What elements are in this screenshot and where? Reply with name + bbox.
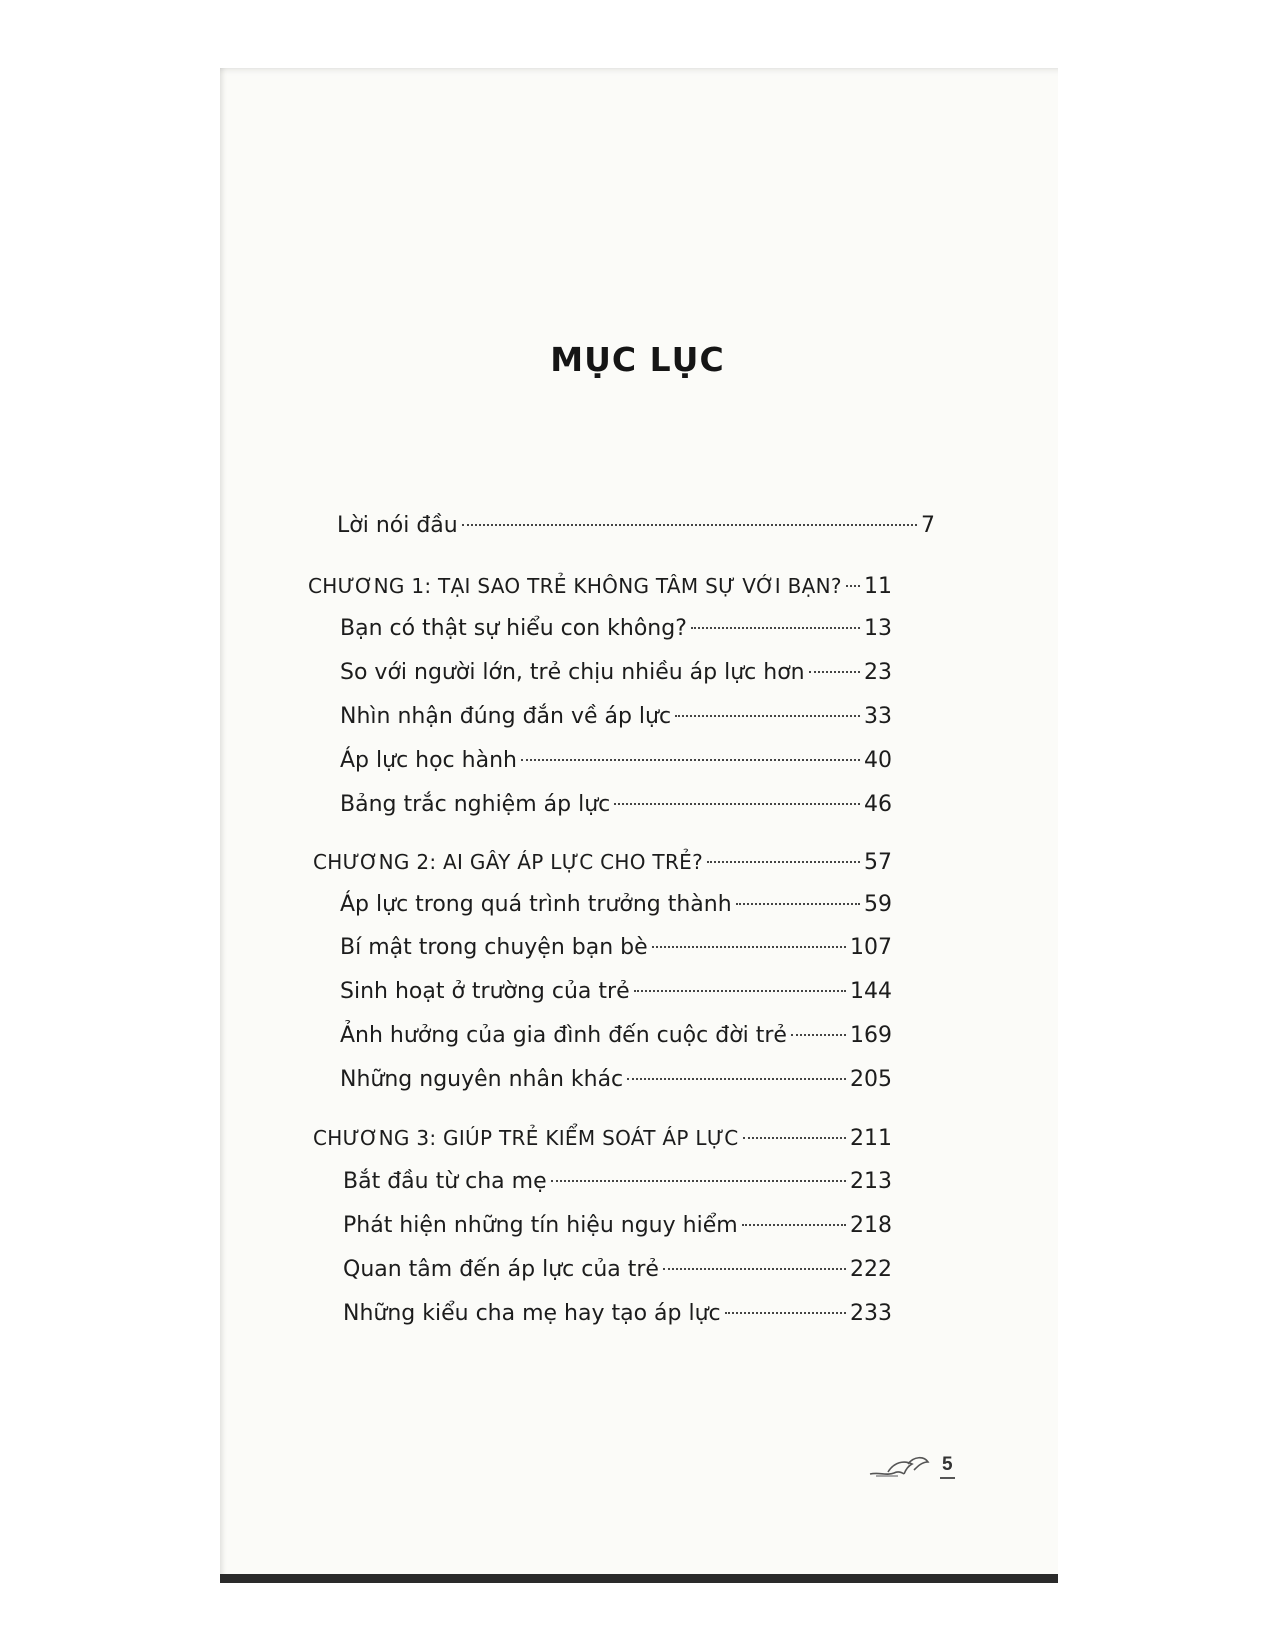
toc-entry-label: Áp lực học hành <box>340 748 517 773</box>
toc-leader-dots <box>551 1180 846 1182</box>
toc-entry <box>340 1018 892 1054</box>
toc-entry-label: Nhìn nhận đúng đắn về áp lực <box>340 704 672 729</box>
toc-entry-page: 7 <box>921 513 935 538</box>
toc-entry <box>343 1164 892 1200</box>
toc-leader-dots <box>614 803 860 805</box>
toc-entry <box>340 655 892 691</box>
toc-entry-page: 13 <box>864 616 892 641</box>
toc-leader-dots <box>627 1078 846 1080</box>
toc-leader-dots <box>725 1312 846 1314</box>
toc-entry-label: Những nguyên nhân khác <box>340 1067 624 1092</box>
toc-chapter-page: 211 <box>850 1126 892 1151</box>
toc-entry <box>343 1296 892 1332</box>
toc-entry <box>340 743 892 779</box>
toc-entry <box>340 699 892 735</box>
toc-entry-label: Lời nói đầu <box>337 513 458 538</box>
toc-leader-dots <box>809 671 860 673</box>
toc-entry-page: 33 <box>864 704 892 729</box>
toc-leader-dots <box>743 1137 846 1139</box>
page-number: 5 <box>940 1454 955 1479</box>
toc-entry <box>340 787 892 823</box>
toc-entry-label: Áp lực trong quá trình trưởng thành <box>340 892 732 917</box>
toc-entry-page: 205 <box>850 1067 892 1092</box>
toc-entry-page: 107 <box>850 935 892 960</box>
toc-entry-page: 144 <box>850 979 892 1004</box>
toc-entry-label: Bạn có thật sự hiểu con không? <box>340 616 687 641</box>
toc-leader-dots <box>652 946 846 948</box>
toc-entry-label: Sinh hoạt ở trường của trẻ <box>340 979 630 1004</box>
toc-chapter-page: 57 <box>864 850 892 875</box>
toc-chapter-label: CHƯƠNG 1: TẠI SAO TRẺ KHÔNG TÂM SỰ VỚI BẠN? <box>308 574 842 598</box>
toc-entry <box>340 974 892 1010</box>
toc-entry-label: Bắt đầu từ cha mẹ <box>343 1169 547 1194</box>
toc-entry-label: Phát hiện những tín hiệu nguy hiểm <box>343 1213 738 1238</box>
toc-entry <box>340 930 892 966</box>
toc-entry-page: 233 <box>850 1301 892 1326</box>
toc-entry-page: 218 <box>850 1213 892 1238</box>
toc-chapter-label: CHƯƠNG 3: GIÚP TRẺ KIỂM SOÁT ÁP LỰC <box>313 1126 739 1150</box>
toc-leader-dots <box>736 903 860 905</box>
page-scan <box>220 68 1058 1583</box>
toc-entry-label: Quan tâm đến áp lực của trẻ <box>343 1257 659 1282</box>
toc-leader-dots <box>675 715 860 717</box>
toc-leader-dots <box>691 627 860 629</box>
toc-entry-page: 59 <box>864 892 892 917</box>
toc-entry-label: So với người lớn, trẻ chịu nhiều áp lực hơn <box>340 660 805 685</box>
toc-leader-dots <box>634 990 846 992</box>
toc-entry-page: 23 <box>864 660 892 685</box>
toc-leader-dots <box>521 759 860 761</box>
toc-chapter-page: 11 <box>864 574 892 599</box>
toc-leader-dots <box>846 585 860 587</box>
toc-entry-page: 222 <box>850 1257 892 1282</box>
toc-entry <box>337 508 935 544</box>
toc-chapter <box>313 844 892 880</box>
toc-entry <box>340 611 892 647</box>
toc-leader-dots <box>742 1224 846 1226</box>
toc-entry <box>340 887 892 923</box>
toc-entry-label: Bí mật trong chuyện bạn bè <box>340 935 648 960</box>
toc-chapter <box>313 1120 892 1156</box>
toc-entry-page: 169 <box>850 1023 892 1048</box>
toc-leader-dots <box>707 861 860 863</box>
page-footer <box>868 1452 955 1480</box>
toc-entry <box>343 1208 892 1244</box>
toc-entry-page: 46 <box>864 792 892 817</box>
bird-ornament-icon <box>868 1452 934 1480</box>
toc-chapter-label: CHƯƠNG 2: AI GÂY ÁP LỰC CHO TRẺ? <box>313 850 703 874</box>
toc-chapter <box>308 568 892 604</box>
toc-entry <box>340 1062 892 1098</box>
toc-entry <box>343 1252 892 1288</box>
toc-entry-label: Bảng trắc nghiệm áp lực <box>340 792 611 817</box>
toc-entry-page: 213 <box>850 1169 892 1194</box>
toc-entry-label: Những kiểu cha mẹ hay tạo áp lực <box>343 1301 721 1326</box>
toc-leader-dots <box>791 1034 846 1036</box>
page-title: MỤC LỤC <box>550 340 725 379</box>
page-bottom-edge <box>220 1574 1058 1583</box>
toc-entry-label: Ảnh hưởng của gia đình đến cuộc đời trẻ <box>340 1023 787 1048</box>
toc-leader-dots <box>663 1268 846 1270</box>
toc-entry-page: 40 <box>864 748 892 773</box>
toc-leader-dots <box>462 524 917 526</box>
